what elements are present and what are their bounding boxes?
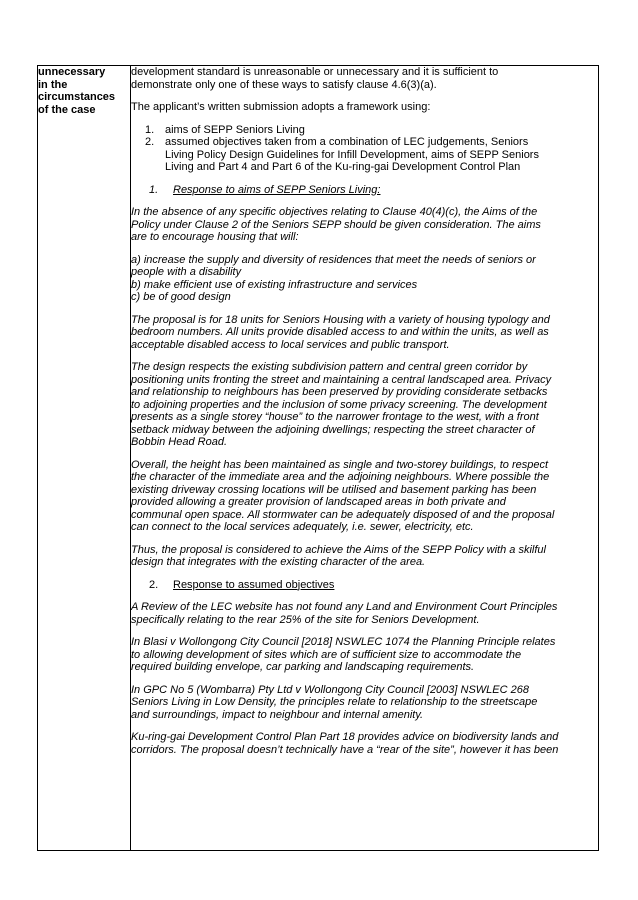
row-label-cell (38, 66, 131, 851)
section-heading-aims: 1. Response to aims of SEPP Seniors Living: (149, 183, 381, 196)
thus-paragraph: Thus, the proposal is considered to achieve the Aims of the SEPP Policy with a skilful design that integrates with the existing character of the area. (131, 543, 546, 568)
design-paragraph: The design respects the existing subdivision pattern and central green corridor by positioning units fronting the street and maintaining a central landscaped area. Privacy and relationship to neighbours has been preserved by providing considerate setbacks to adjoining properties and the inclusion of some privacy screening. The development presents as a single storey “house” to the narrower frontage to the west, with a front setback midway between the adjoining dwellings; respecting the street character of Bobbin Head Road. (131, 361, 552, 448)
list-item: 2. assumed objectives taken from a combination of LEC judgements, Seniors Living Policy Design Guidelines for Infill Development, aims of SEPP Seniors Living and Part 4 and Part 6 of the Ku-ring-gai Development Control Plan (145, 136, 539, 173)
blasi-paragraph: In Blasi v Wollongong City Council [2018] NSWLEC 1074 the Planning Principle relates to allowing development of sites which are of sufficient size to accommodate the required building envelope, car parking and landscaping requirements. (131, 636, 556, 673)
gpc-paragraph: In GPC No 5 (Wombarra) Pty Ltd v Wollongong City Council [2003] NSWLEC 268 Seniors Living in Low Density, the principles relate to relationship to the streetscape and surroundings, impact to neighbour and internal amenity. (131, 683, 538, 721)
assessment-table (37, 65, 599, 851)
row-label: unnecessary in the circumstances of the case (38, 66, 116, 116)
review-paragraph: A Review of the LEC website has not found any Land and Environment Court Principles specifically relating to the rear 25% of the site for Seniors Development. (131, 601, 558, 626)
intro-paragraph: development standard is unreasonable or unnecessary and it is sufficient to demonstrate only one of these ways to satisfy clause 4.6(3)(a). (131, 66, 499, 91)
absence-paragraph: In the absence of any specific objectives relating to Clause 40(4)(c), the Aims of the Policy under Clause 2 of the Seniors SEPP should be given consideration. The aims are to encourage housing that will: (131, 206, 541, 243)
list-item: 1. aims of SEPP Seniors Living (145, 123, 305, 136)
aims-list: a) increase the supply and diversity of residences that meet the needs of seniors or people with a disability b) make efficient use of existing infrastructure and services c) be of good design (131, 253, 536, 303)
table-row (38, 66, 599, 851)
section-heading-objectives: 2. Response to assumed objectives (149, 578, 335, 591)
framework-intro: The applicant’s written submission adopts a framework using: (131, 101, 431, 113)
proposal-paragraph: The proposal is for 18 units for Seniors Housing with a variety of housing typology and bedroom numbers. All units provide disabled access to and within the units, as well as acceptable disabled access to local services and public transport. (131, 313, 550, 351)
framework-list (131, 124, 598, 174)
row-content-cell (131, 66, 599, 851)
overall-paragraph: Overall, the height has been maintained as single and two-storey buildings, to respect the character of the immediate area and the adjoining neighbours. Where possible the existing driveway crossing locations will be utilised and basement parking has been provided allowing a greater provision of landscaped areas in both private and communal open space. All stormwater can be adequately disposed of and the proposal can connect to the local services adequately, i.e. sewer, electricity, etc. (131, 458, 555, 533)
dcp-paragraph: Ku-ring-gai Development Control Plan Part 18 provides advice on biodiversity lands and corridors. The proposal doesn’t technically have a “rear of the site”, however it has been (131, 731, 559, 756)
